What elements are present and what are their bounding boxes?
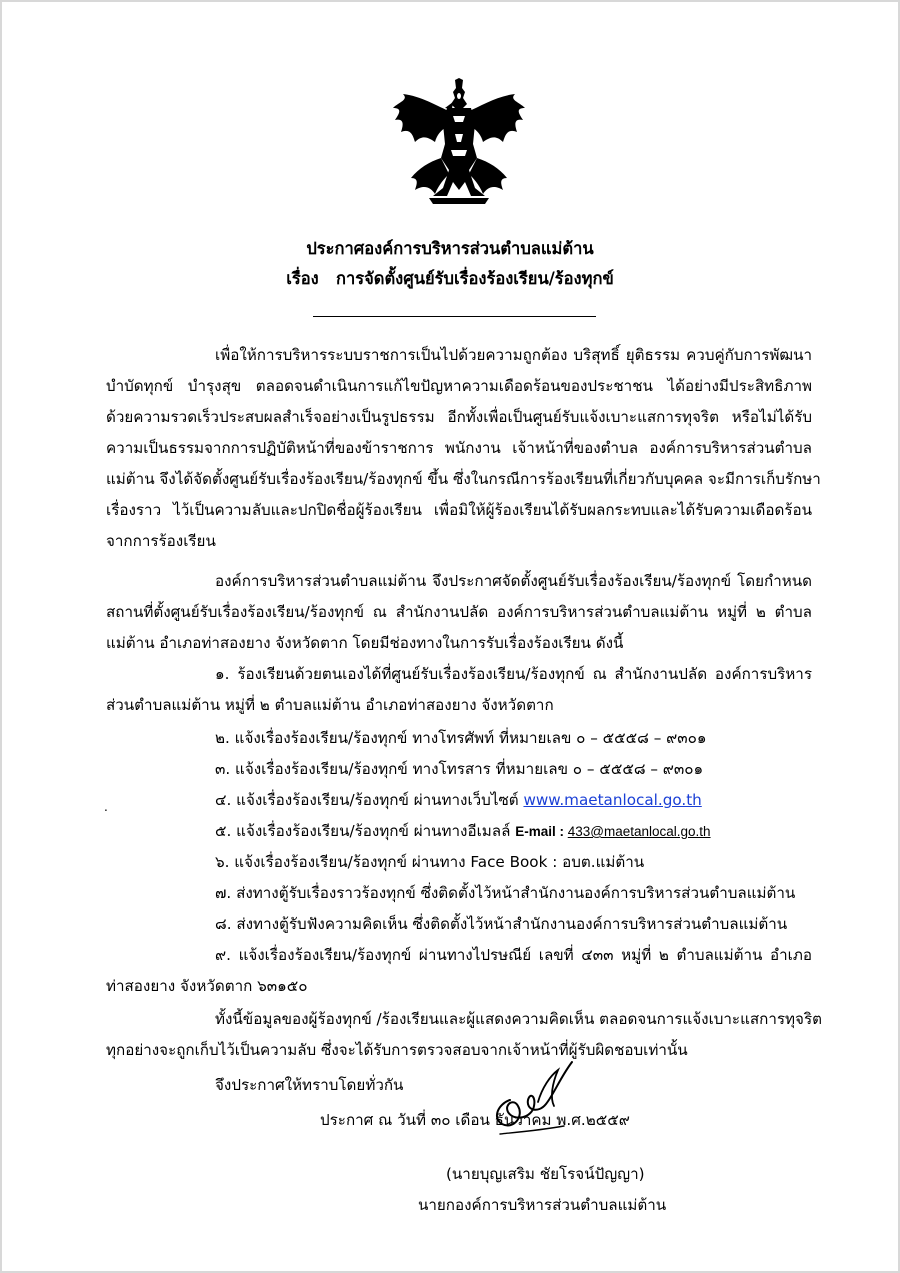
paragraph-line: เพื่อให้การบริหารระบบราชการเป็นไปด้วยความถูกต้อง บริสุทธิ์ ยุติธรรม ควบคู่กับการพัฒนา <box>215 346 812 364</box>
paragraph-line: องค์การบริหารส่วนตำบลแม่ต้าน จึงประกาศจัดตั้งศูนย์รับเรื่องร้องเรียน/ร้องทุกข์ โดยกำหนด <box>215 572 812 590</box>
channel-item-7: ๗. ส่งทางตู้รับเรื่องราวร้องทุกข์ ซึ่งติดตั้งไว้หน้าสำนักงานองค์การบริหารส่วนตำบลแม่ต้าน <box>215 884 796 902</box>
channel-item-9: ๙. แจ้งเรื่องร้องเรียน/ร้องทุกข์ ผ่านทางไปรษณีย์ เลขที่ ๔๓๓ หมู่ที่ ๒ ตำบลแม่ต้าน อำเภอ <box>215 946 812 964</box>
channel-item-3: ๓. แจ้งเรื่องร้องเรียน/ร้องทุกข์ ทางโทรสาร ที่หมายเลข ๐ – ๕๕๕๘ – ๙๓๐๑ <box>215 760 704 778</box>
channel-item-1: ๑. ร้องเรียนด้วยตนเองได้ที่ศูนย์รับเรื่องร้องเรียน/ร้องทุกข์ ณ สำนักงานปลัด องค์การบริหาร <box>215 665 812 683</box>
paragraph-line: แม่ต้าน จึงได้จัดตั้งศูนย์รับเรื่องร้องเรียน/ร้องทุกข์ ขึ้น ซึ่งในกรณีการร้องเรียนที่เกี่ยวกับบุคคล จะมีการเก็บรักษา <box>106 470 821 488</box>
paragraph-line: บำบัดทุกข์ บำรุงสุข ตลอดจนดำเนินการแก้ไขปัญหาความเดือดร้อนของประชาชน ได้อย่างมีประสิทธิภาพ <box>106 377 812 395</box>
page-border-left <box>0 0 2 1273</box>
channel-item-4 <box>215 790 702 810</box>
document-subject <box>0 266 900 292</box>
stray-mark: . <box>104 800 108 814</box>
subject-label: เรื่อง <box>286 269 319 288</box>
page-border-top <box>0 0 900 2</box>
paragraph-line: จากการร้องเรียน <box>106 532 216 550</box>
subject-text: การจัดตั้งศูนย์รับเรื่องร้องเรียน/ร้องทุกข์ <box>335 269 614 288</box>
channel-item-4-text: ๔. แจ้งเรื่องร้องเรียน/ร้องทุกข์ ผ่านทางเว็บไซต์ <box>215 791 524 809</box>
signatory-name: (นายบุญเสริม ชัยโรจน์ปัญญา) <box>446 1165 645 1183</box>
email-link[interactable]: 433@maetanlocal.go.th <box>567 824 711 839</box>
channel-item-5 <box>215 821 711 842</box>
channel-item-9-cont: ท่าสองยาง จังหวัดตาก ๖๓๑๕๐ <box>106 977 308 995</box>
garuda-emblem-icon <box>389 78 529 206</box>
signatory-position: นายกองค์การบริหารส่วนตำบลแม่ต้าน <box>418 1196 667 1214</box>
website-link[interactable]: www.maetanlocal.go.th <box>523 791 702 809</box>
paragraph-line: ด้วยความรวดเร็วประสบผลสำเร็จอย่างเป็นรูปธรรม อีกทั้งเพื่อเป็นศูนย์รับแจ้งเบาะแสการทุจริต หรือไม่ได้รับ <box>106 408 812 426</box>
channel-item-1-cont: ส่วนตำบลแม่ต้าน หมู่ที่ ๒ ตำบลแม่ต้าน อำเภอท่าสองยาง จังหวัดตาก <box>106 696 554 714</box>
paragraph-line: ความเป็นธรรมจากการปฏิบัติหน้าที่ของข้าราชการ พนักงาน เจ้าหน้าที่ของตำบล องค์การบริหารส่วนตำบล <box>106 439 812 457</box>
paragraph-line: ทุกอย่างจะถูกเก็บไว้เป็นความลับ ซึ่งจะได้รับการตรวจสอบจากเจ้าหน้าที่ผู้รับผิดชอบเท่านั้น <box>106 1041 688 1059</box>
closing-statement: จึงประกาศให้ทราบโดยทั่วกัน <box>215 1076 404 1094</box>
channel-item-2: ๒. แจ้งเรื่องร้องเรียน/ร้องทุกข์ ทางโทรศัพท์ ที่หมายเลข ๐ – ๕๕๕๘ – ๙๓๐๑ <box>215 729 707 747</box>
handwritten-signature <box>480 1052 590 1144</box>
date-line: ประกาศ ณ วันที่ ๓๐ เดือน ธันวาคม พ.ศ.๒๕๕๙ <box>320 1111 630 1129</box>
title-underline <box>313 316 596 317</box>
channel-item-8: ๘. ส่งทางตู้รับฟังความคิดเห็น ซึ่งติดตั้งไว้หน้าสำนักงานองค์การบริหารส่วนตำบลแม่ต้าน <box>215 915 788 933</box>
channel-item-6: ๖. แจ้งเรื่องร้องเรียน/ร้องทุกข์ ผ่านทาง Face Book : อบต.แม่ต้าน <box>215 853 645 871</box>
document-title: ประกาศองค์การบริหารส่วนตำบลแม่ต้าน <box>306 239 594 258</box>
paragraph-line: ทั้งนี้ข้อมูลของผู้ร้องทุกข์ /ร้องเรียนและผู้แสดงความคิดเห็น ตลอดจนการแจ้งเบาะแสการทุจริต <box>215 1010 822 1028</box>
paragraph-line: แม่ต้าน อำเภอท่าสองยาง จังหวัดตาก โดยมีช่องทางในการรับเรื่องร้องเรียน ดังนี้ <box>106 634 624 652</box>
paragraph-line: เรื่องราว ไว้เป็นความลับและปกปิดชื่อผู้ร้องเรียน เพื่อมิให้ผู้ร้องเรียนได้รับผลกระทบและได้รับความเดือดร้อน <box>106 501 812 519</box>
paragraph-line: สถานที่ตั้งศูนย์รับเรื่องร้องเรียน/ร้องทุกข์ ณ สำนักงานปลัด องค์การบริหารส่วนตำบลแม่ต้าน หมู่ที่ ๒ ตำบล <box>106 603 812 621</box>
channel-item-5-text: ๕. แจ้งเรื่องร้องเรียน/ร้องทุกข์ ผ่านทางอีเมลล์ <box>215 822 516 840</box>
email-label: E-mail : <box>515 824 568 839</box>
